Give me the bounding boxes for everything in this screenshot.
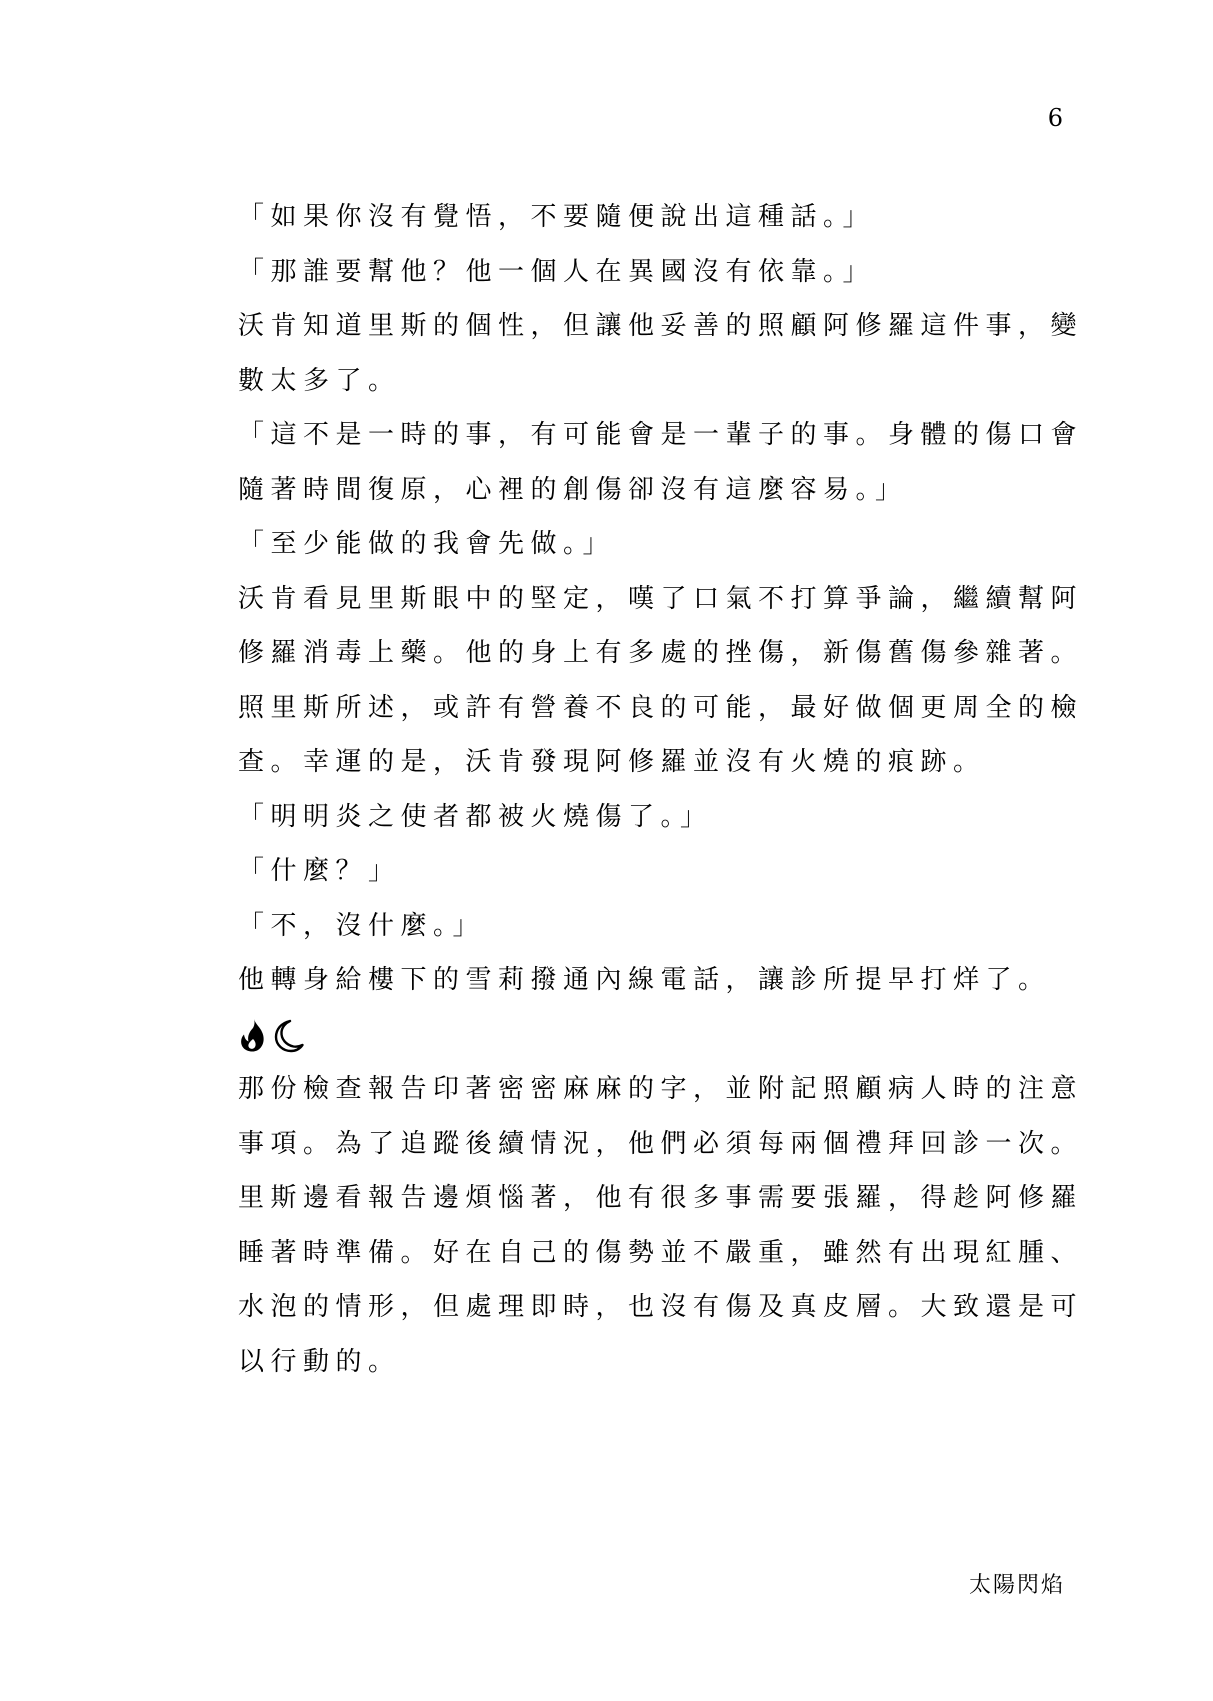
paragraph-line: 事項。為了追蹤後續情況，他們必須每兩個禮拜回診一次。	[238, 1128, 1084, 1159]
book-title-footer: 太陽閃焰	[968, 1573, 1065, 1598]
paragraph-line: 數太多了。	[238, 365, 401, 396]
paragraph-line: 修羅消毒上藥。他的身上有多處的挫傷，新傷舊傷參雜著。	[238, 638, 1084, 668]
crescent-moon-icon	[276, 1021, 303, 1051]
paragraph-line: 「如果你沒有覺悟，不要隨便說出這種話。」	[238, 202, 876, 232]
page-number: 6	[1047, 104, 1063, 132]
paragraph-line: 他轉身給樓下的雪莉撥通內線電話，讓診所提早打烊了。	[238, 965, 1051, 995]
paragraph-line: 「什麼？」	[238, 856, 401, 886]
paragraph-line: 「不，沒什麼。」	[238, 910, 486, 941]
paragraph-line: 沃肯看見里斯眼中的堅定，嘆了口氣不打算爭論，繼續幫阿	[238, 583, 1084, 614]
paragraph-line: 「至少能做的我會先做。」	[238, 529, 616, 559]
paragraph-line: 隨著時間復原，心裡的創傷卻沒有這麼容易。」	[238, 474, 908, 505]
paragraph-line: 「那誰要幫他？他一個人在異國沒有依靠。」	[238, 256, 876, 287]
scene-separator	[238, 1008, 1038, 1063]
paragraph-line: 「這不是一時的事，有可能會是一輩子的事。身體的傷口會	[238, 420, 1084, 450]
flame-icon	[241, 1019, 264, 1052]
paragraph-line: 那份檢查報告印著密密麻麻的字，並附記照顧病人時的注意	[238, 1074, 1084, 1104]
paragraph-line: 沃肯知道里斯的個性，但讓他妥善的照顧阿修羅這件事，變	[238, 311, 1084, 341]
paragraph-line: 照里斯所述，或許有營養不良的可能，最好做個更周全的檢	[238, 692, 1084, 723]
separator-icons	[238, 1017, 310, 1053]
paragraph-line: 以行動的。	[238, 1346, 401, 1377]
paragraph-line: 睡著時準備。好在自己的傷勢並不嚴重，雖然有出現紅腫、	[238, 1237, 1084, 1268]
paragraph-line: 「明明炎之使者都被火燒傷了。」	[238, 801, 713, 832]
paragraph-line: 里斯邊看報告邊煩惱著，他有很多事需要張羅，得趁阿修羅	[238, 1183, 1084, 1213]
paragraph-line: 水泡的情形，但處理即時，也沒有傷及真皮層。大致還是可	[238, 1292, 1084, 1322]
text-block-after-separator	[238, 1062, 1084, 1389]
paragraph-line: 查。幸運的是，沃肯發現阿修羅並沒有火燒的痕跡。	[238, 747, 986, 777]
body-text	[238, 190, 1084, 1389]
text-block-before-separator	[238, 190, 1084, 1008]
